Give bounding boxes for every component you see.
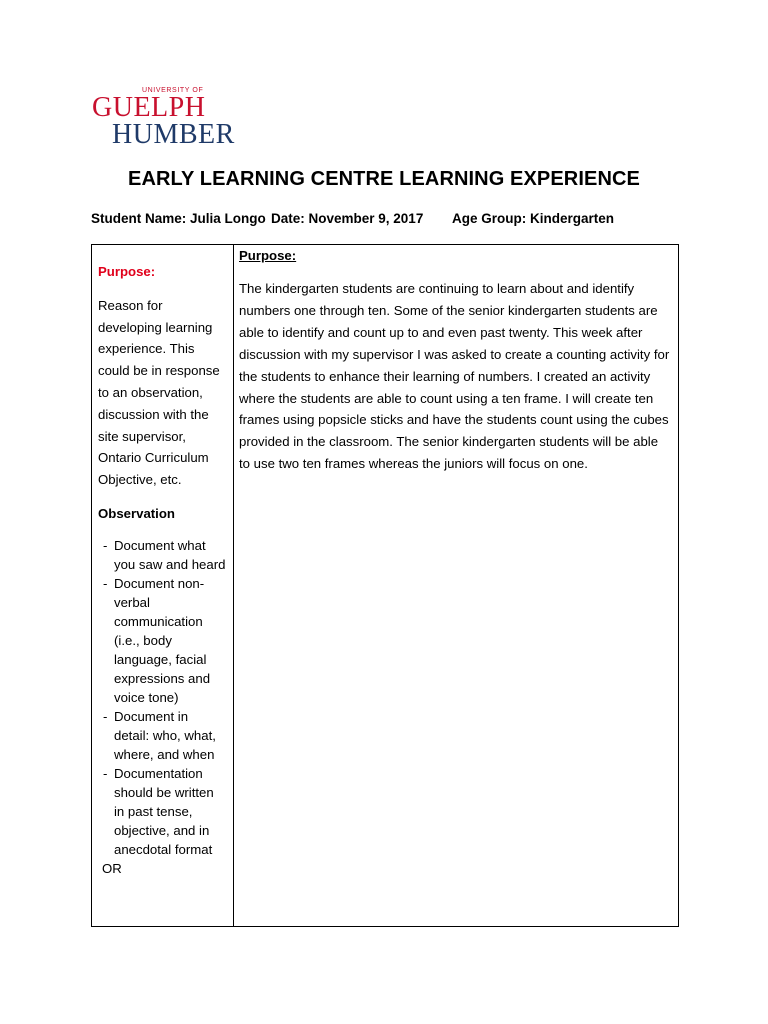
or-text: OR bbox=[102, 860, 122, 876]
purpose-description: Reason for developing learning experience. This could be in response to an observation, discussion with the site supervisor, Ontario Curriculum Objective, etc. bbox=[98, 297, 220, 488]
purpose-heading: Purpose: bbox=[239, 248, 297, 263]
logo-humber: HUMBER bbox=[112, 119, 235, 150]
student-name: Student Name: Julia Longo bbox=[91, 211, 266, 226]
learning-experience-table bbox=[91, 244, 679, 927]
observation-list bbox=[98, 536, 226, 859]
purpose-label: Purpose: bbox=[98, 264, 156, 279]
column-divider bbox=[233, 245, 234, 926]
logo-guelph: GUELPH bbox=[92, 92, 206, 123]
page-title: EARLY LEARNING CENTRE LEARNING EXPERIENCE bbox=[128, 168, 640, 190]
logo-university-of: UNIVERSITY OF bbox=[142, 87, 204, 94]
content-column bbox=[239, 246, 671, 475]
list-item: - Document non-verbal communication (i.e., body language, facial expressions and voice tone) bbox=[98, 574, 226, 707]
observation-heading: Observation bbox=[98, 505, 175, 521]
guidance-column bbox=[98, 261, 226, 878]
purpose-body: The kindergarten students are continuing to learn about and identify numbers one through ten. Some of the senior kindergarten students are able to identify and count up to and even past twenty. This week after discussion with my supervisor I was asked to create a counting activity for the students to enhance their learning of numbers. I created an activity where the students are able to count using a ten frame. I will create ten frames using popsicle sticks and have the students count using the cubes provided in the classroom. The senior kindergarten students will be able to use two ten frames whereas the juniors will focus on one. bbox=[239, 281, 670, 472]
age-group: Age Group: Kindergarten bbox=[452, 211, 615, 226]
list-item: - Document in detail: who, what, where, and when bbox=[98, 707, 226, 764]
university-logo bbox=[92, 87, 235, 151]
date: Date: November 9, 2017 bbox=[271, 211, 424, 226]
list-item: - Document what you saw and heard bbox=[98, 536, 226, 574]
list-item: - Documentation should be written in past tense, objective, and in anecdotal format bbox=[98, 764, 226, 859]
